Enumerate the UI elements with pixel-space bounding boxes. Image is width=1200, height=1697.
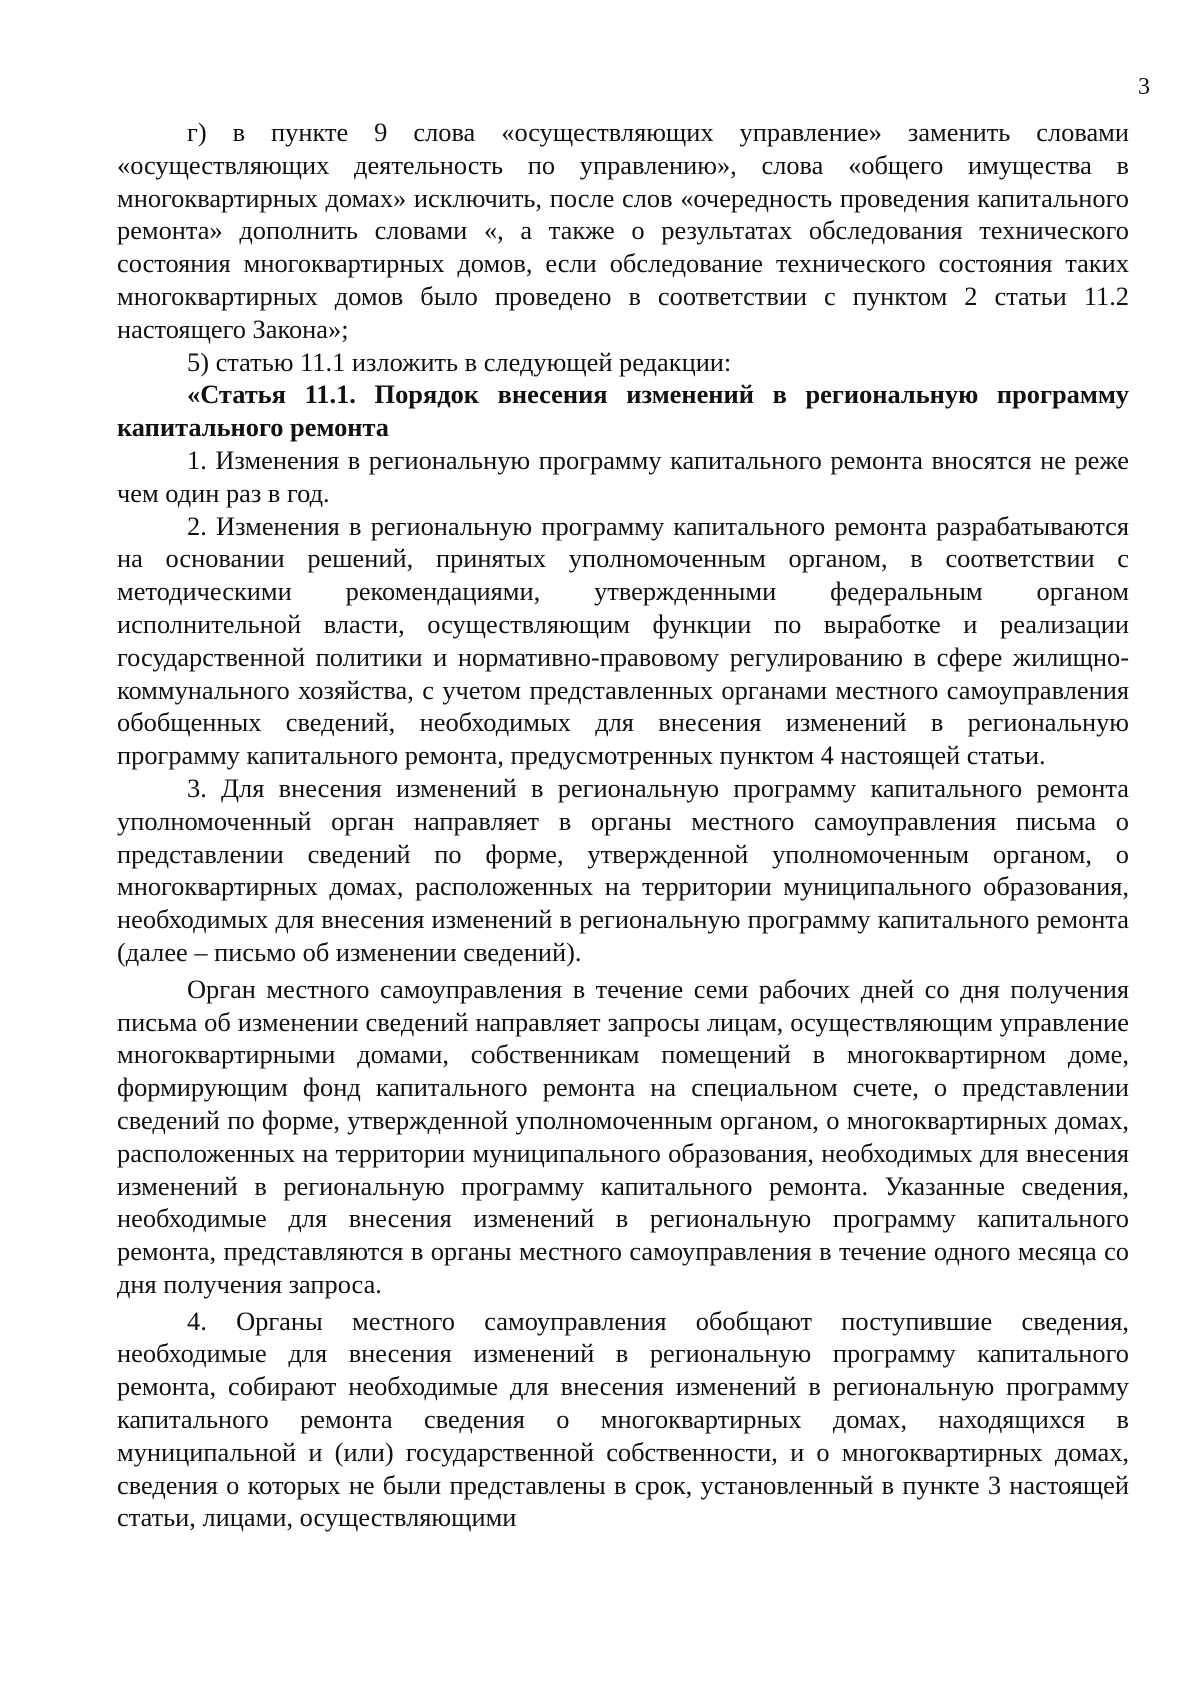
paragraph-clause-3-continued: Орган местного самоуправления в течение семи рабочих дней со дня получения письма об изменении сведений направляет запросы лицам, осуществляющим управление многоквартирными домами, собственникам помещений в многоквартирном доме, формирующим фонд капитального ремонта на специальном счете, о представлении сведений по форме, утвержденной уполномоченным органом, о многоквартирных домах, расположенных на территории муниципального образования, необходимых для внесения изменений в региональную программу капитального ремонта. Указанные сведения, необходимые для внесения изменений в региональную программу капитального ремонта, представляются в органы местного самоуправления в течение одного месяца со дня получения запроса. — [117, 973, 1129, 1299]
paragraph-amendment-g: г) в пункте 9 слова «осуществляющих управление» заменить словами «осуществляющих деятельность по управлению», слова «общего имущества в многоквартирных домах» исключить, после слов «очередность проведения капитального ремонта» дополнить словами «, а также о результатах обследования технического состояния многоквартирных домов, если обследование технического состояния таких многоквартирных домов было проведено в соответствии с пунктом 2 статьи 11.2 настоящего Закона»; — [117, 117, 1129, 344]
paragraph-clause-1: 1. Изменения в региональную программу капитального ремонта вносятся не реже чем один раз в год. — [117, 444, 1129, 508]
paragraph-clause-3: 3. Для внесения изменений в региональную программу капитального ремонта уполномоченный орган направляет в органы местного самоуправления письма о представлении сведений по форме, утвержденной уполномоченным органом, о многоквартирных домах, расположенных на территории муниципального образования, необходимых для внесения изменений в региональную программу капитального ремонта (далее – письмо об изменении сведений). — [117, 772, 1129, 967]
paragraph-item-5: 5) статью 11.1 изложить в следующей редакции: — [187, 346, 732, 377]
page-number: 3 — [1138, 74, 1150, 100]
paragraph-clause-4: 4. Органы местного самоуправления обобщают поступившие сведения, необходимые для внесения изменений в региональную программу капитального ремонта, собирают необходимые для внесения изменений в региональную программу капитального ремонта сведения о многоквартирных домах, находящихся в муниципальной и (или) государственной собственности, и о многоквартирных домах, сведения о которых не были представлены в срок, установленный в пункте 3 настоящей статьи, лицами, осуществляющими — [117, 1305, 1129, 1533]
paragraph-clause-2: 2. Изменения в региональную программу капитального ремонта разрабатываются на основании решений, принятых уполномоченным органом, в соответствии с методическими рекомендациями, утвержденными федеральным органом исполнительной власти, осуществляющим функции по выработке и реализации государственной политики и нормативно-правовому регулированию в сфере жилищно-коммунального хозяйства, с учетом представленных органами местного самоуправления обобщенных сведений, необходимых для внесения изменений в региональную программу капитального ремонта, предусмотренных пунктом 4 настоящей статьи. — [117, 510, 1129, 771]
document-body — [117, 116, 1129, 1534]
article-heading: «Статья 11.1. Порядок внесения изменений в региональную программу капитального ремонта — [117, 379, 1129, 443]
